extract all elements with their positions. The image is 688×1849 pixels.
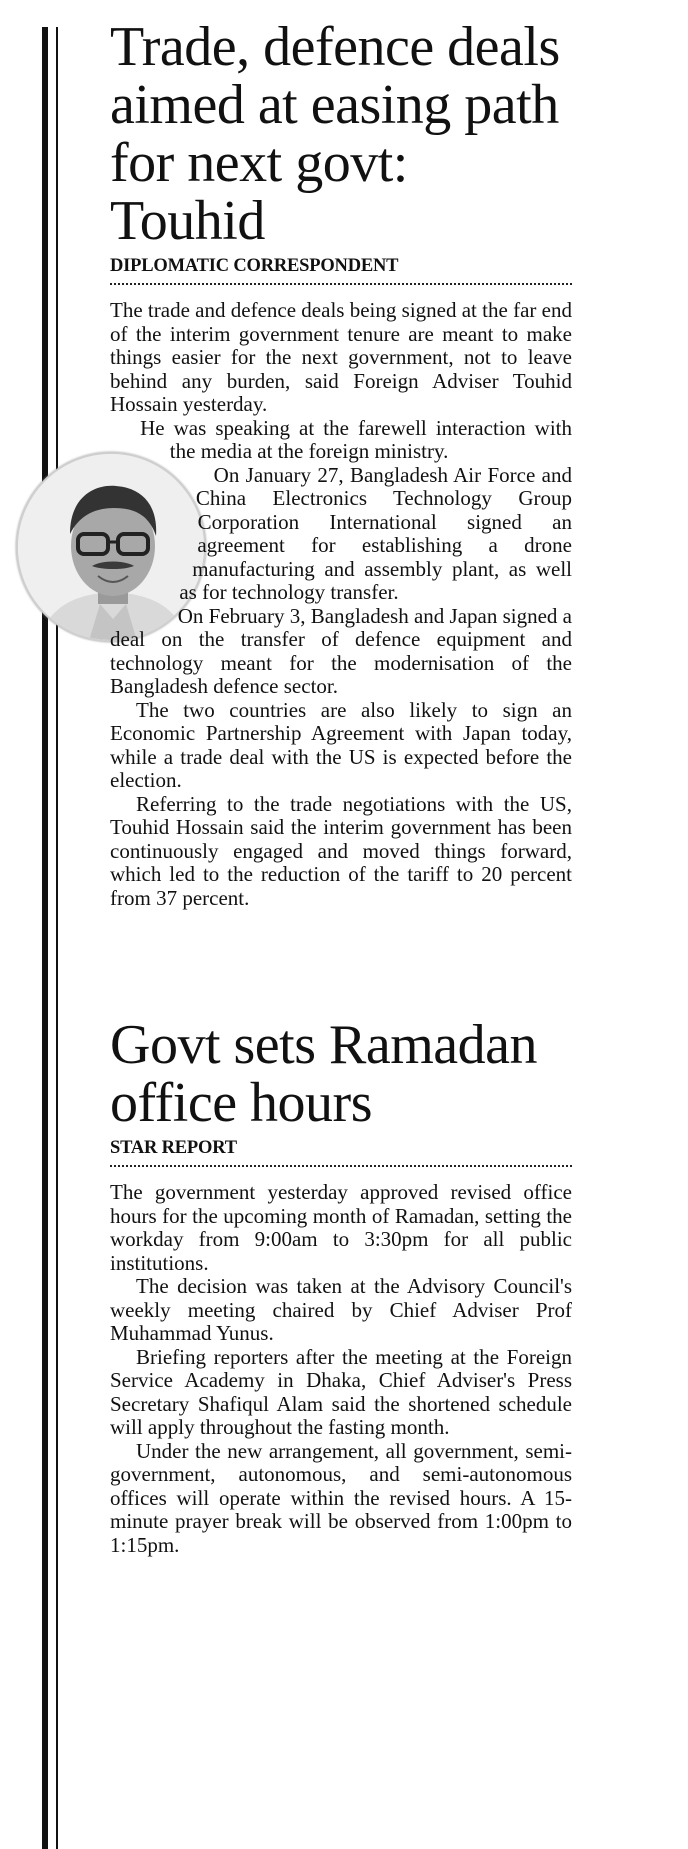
article-trade-defence bbox=[110, 18, 572, 910]
paragraph: He was speaking at the farewell interaction with the media at the foreign ministry. bbox=[140, 415, 572, 463]
byline: DIPLOMATIC CORRESPONDENT bbox=[110, 256, 399, 276]
paragraph: Briefing reporters after the meeting at the Foreign Service Academy in Dhaka, Chief Adviser's Press Secretary Shafiqul Alam said the shortened schedule will apply throughout the fasting month. bbox=[110, 1344, 572, 1439]
byline: STAR REPORT bbox=[110, 1138, 237, 1158]
column-rule-thick bbox=[42, 27, 48, 1849]
paragraph: The trade and defence deals being signed at the far end of the interim government tenure are meant to make things easier for the next government, not to leave behind any burden, said Foreign Adviser Touhid Hossain yesterday. bbox=[110, 298, 572, 416]
dotted-divider bbox=[110, 1165, 572, 1167]
paragraph: Under the new arrangement, all government, semi-government, autonomous, and semi-autonomous offices will operate within the revised hours. A 15-minute prayer break will be observed from 1:00pm to 1:15pm. bbox=[110, 1438, 572, 1557]
dotted-divider bbox=[110, 283, 572, 285]
headline: Trade, defence deals aimed at easing path for next govt: Touhid bbox=[110, 16, 560, 252]
article-body bbox=[110, 1181, 572, 1557]
paragraph: The decision was taken at the Advisory Council's weekly meeting chaired by Chief Adviser Prof Muhammad Yunus. bbox=[110, 1274, 572, 1345]
paragraph: On February 3, Bangladesh and Japan signed a deal on the transfer of defence equipment and technology meant for the modernisation of the Bangladesh defence sector. bbox=[110, 603, 572, 698]
article-ramadan-hours bbox=[110, 1016, 572, 1557]
paragraph: Referring to the trade negotiations with the US, Touhid Hossain said the interim government has been continuously engaged and moved things forward, which led to the reduction of the tariff to 20 percent from 37 percent. bbox=[110, 791, 572, 910]
article-body bbox=[110, 299, 572, 910]
headline: Govt sets Ramadan office hours bbox=[110, 1014, 537, 1134]
paragraph: The two countries are also likely to sign an Economic Partnership Agreement with Japan today, while a trade deal with the US is expected before the election. bbox=[110, 697, 572, 792]
column-rule-thin bbox=[56, 27, 58, 1849]
paragraph: On January 27, Bangladesh Air Force and China Electronics Technology Group Corporation International signed an agreement for establishing a drone manufacturing and assembly plant, as well as for technology transfer. bbox=[179, 462, 572, 604]
paragraph: The government yesterday approved revised office hours for the upcoming month of Ramadan, setting the workday from 9:00am to 3:30pm for all public institutions. bbox=[110, 1180, 572, 1275]
